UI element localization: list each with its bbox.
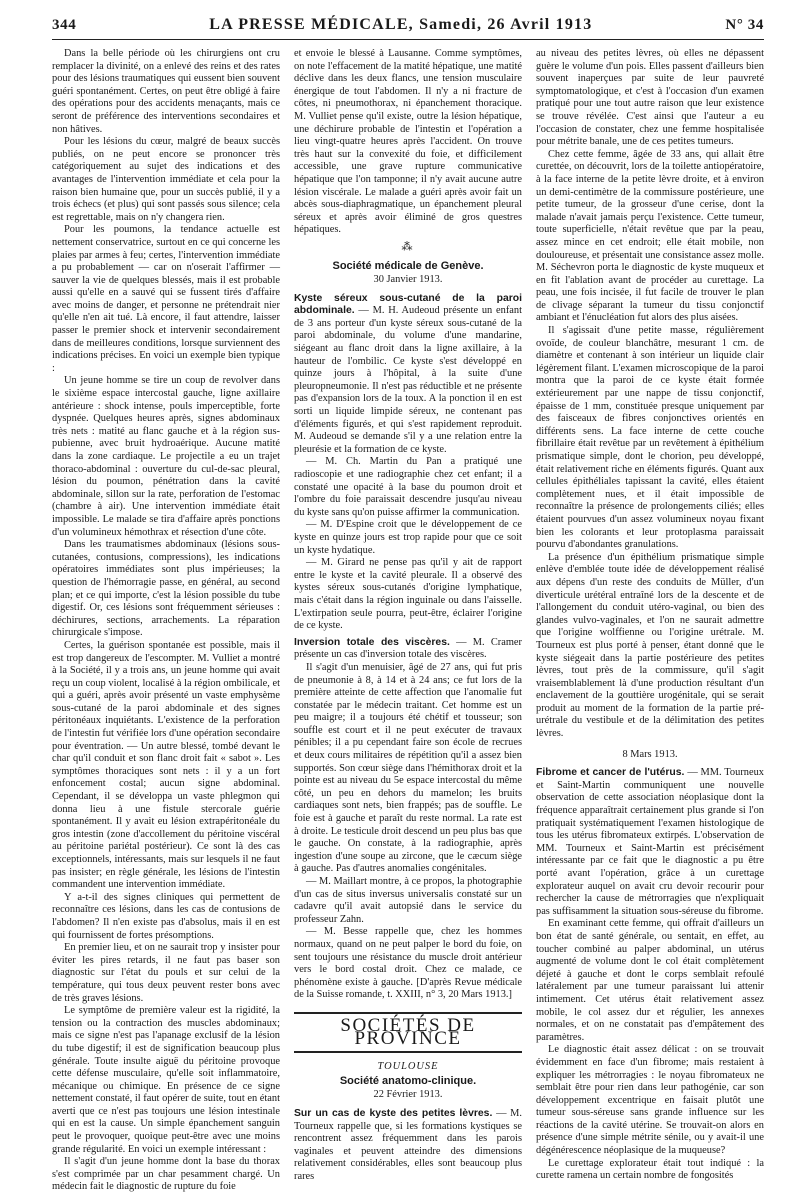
section-banner: SOCIÉTÉS DE PROVINCE	[294, 1012, 522, 1053]
session-date: 30 Janvier 1913.	[373, 274, 443, 286]
session-date: 8 Mars 1913.	[622, 748, 678, 760]
page-header	[52, 16, 764, 40]
paragraph: En premier lieu, et on ne saurait trop y insister pour éviter les pires retards, il ne faut pas baser son diagnostic sur l'état du pouls et sur celui de la température, qui tous deux peuvent rester bons avec de très graves lésions.	[52, 942, 280, 1004]
paragraph: Un jeune homme se tire un coup de revolver dans le sixième espace intercostal gauche, ligne axillaire antérieure : shock intense, pouls imperceptible, forte dyspnée. Quelques heures après, signes abdominaux très nets : matité au flanc gauche et à la région sus-pubienne, avec bruit hydroaérique. Aucune matité dans la zone cardiaque. Le projectile a eu un trajet thoraco-abdominal : ouverture du cul-de-sac pleural, lésion du poumon, pénétration dans la cavité abdominale, sillon sur la rate, perforation de l'estomac (chambre à air). Une intervention immédiate était impossible. Le malade se tira d'affaire après ponctions d'un volumineux hémothrax et résection d'une côte.	[52, 375, 280, 538]
paragraph: — M. Maillart montre, à ce propos, la photographie d'un cas de situs inversus universalis constaté sur un cadavre qu'il avait autopsié dans le service du professeur Zahn.	[294, 876, 522, 925]
paragraph: En examinant cette femme, qui offrait d'ailleurs un bon état de santé générale, ou sentait, en effet, au toucher combiné au palper abdominal, un utérus augmenté de volume dont le col était complètement déjeté à gauche et dont le corps semblait refoulé latéralement par une tumeur paraissant lui attenir intimement. Cet utérus était relativement assez mobile, le col assez dur et régulier, les annexes normales, et on ne constatait pas d'empâtement des paramètres.	[536, 918, 764, 1043]
paragraph: — M. D'Espine croit que le développement de ce kyste en quinze jours est trop rapide pour que ce soit un kyste hydatique.	[294, 519, 522, 556]
paragraph: Pour les lésions du cœur, malgré de beaux succès publiés, on ne peut encore se prononcer très catégoriquement au sujet des indications et des avantages de l'intervention immédiate et cela pour la raison bien humaine que, pour un succès publié, il y a trois échecs (et plus) qui sont passés sous silence; cela est regrettable, mais on n'y changera rien.	[52, 136, 280, 223]
section-ornament: ⁂	[401, 240, 415, 253]
paragraph: Il s'agit d'un menuisier, âgé de 27 ans, qui fut pris de pneumonie à 8, à 14 et à 24 ans; ce fut lors de la première atteinte de cette affection que l'anomalie fut constatée par le médecin traitant. Cet homme est un peu maigre; il a toujours été chétif et tousseur; son souffle est court et il ne peut exécuter de travaux pénibles; il a pu cependant faire son école de recrues et deux cours militaires de répétition qu'il a assez bien supportés. Son cœur siège dans l'hémithorax droit et la pointe est au niveau du 5e espace intercostal du même côté, un peu en dehors du mamelon; les bruits cardiaques sont nets, bien frappés; pas de souffle. Le foie est à gauche et paraît du reste normal. La rate est à droite. Le testicule droit descend un peu plus bas que le gauche. On constate, à la radiographie, après ingestion d'une soupe au zircone, que le cæcum siège à gauche. Pas d'autres anomalies congénitales.	[294, 661, 522, 875]
paragraph: Y a-t-il des signes cliniques qui permettent de reconnaître ces lésions, dans les cas de contusions de l'abdomen? Il n'en existe pas d'absolus, mais il en est qui fournissent de fortes présomptions.	[52, 891, 280, 941]
paragraph: Le curettage explorateur était tout indiqué : la curette ramena un certain nombre de fongosités	[536, 1157, 764, 1182]
paragraph: — M. Besse rappelle que, chez les hommes normaux, quand on ne peut palper le bord du foie, on sent toujours une résistance du muscle droit antérieur vers le bord costal droit. Chez ce malade, ce phénomène existe à gauche. [D'après Revue médicale de la Suisse romande, t. XXIII, n° 3, 20 Mars 1913.]	[294, 926, 522, 1001]
paragraph: Il s'agit d'un jeune homme dont la base du thorax s'est comprimée par un char pesamment chargé. Un médecin fait le diagnostic de rupture du foie	[52, 1156, 280, 1193]
paragraph: Dans la belle période où les chirurgiens ont cru remplacer la divinité, on a enlevé des reins et des rates pour des lésions traumatiques qui eussent bien souvent guéri spontanément. Certes, on peut être obligé à faire des opérations pour des accidents menaçants, mais ce seront de préférence des interventions secondaires et non hâtives.	[52, 48, 280, 135]
paragraph: — M. Ch. Martin du Pan a pratiqué une radioscopie et une radiographie chez cet enfant; il a constaté une opacité à la base du poumon droit et l'ombre du foie paraissait descendre jusqu'au niveau du kyste sans qu'on puisse affirmer la communication.	[294, 456, 522, 518]
paragraph: Il s'agissait d'une petite masse, régulièrement ovoïde, de couleur blanchâtre, mesurant 1 cm. de diamètre et contenant à son intérieur un liquide clair légèrement filant. L'examen microscopique de la paroi montra que la paroi de ce kyste était formée extérieurement par une nappe de tissu conjonctif, épaisse de 1 mm, constituée presque uniquement par des faisceaux de fibres conjonctives orientés en différents sens. La face interne de cette couche fibrillaire était revêtue par un revêtement à épithélium prismatique simple, dont le chorion, peu développé, était relativement riche en éléments figurés. Quant aux cellules épithéliales tapissant la cavité, elles étaient complètement nues, et il était impossible de reconnaître la présence de prolongements ciliés; elles étaient pourvues d'un assez volumineux noyau fixant bien les colorants et leur protoplasma paraissait pourvu d'abondantes granulations.	[536, 325, 764, 551]
paragraph: Pour les poumons, la tendance actuelle est nettement conservatrice, surtout en ce qui concerne les plaies par armes à feu; certes, l'intervention immédiate a pu probablement — car on n'oserait l'affirmer — sauver la vie de quelques blessés, mais il est probable aussi qu'elle en a sauvé qui se fussent tirés d'affaire avec moins de danger, et personne ne prétendrait nier qu'elle n'en ait tué. Là encore, il faut attendre, laisser passer le premier shock et intervenir secondairement dans de meilleures conditions, lorsque surviennent des indications précises. En voici un exemple bien typique :	[52, 224, 280, 374]
journal-title: LA PRESSE MÉDICALE, Samedi, 26 Avril 1913	[209, 16, 593, 33]
paragraph: — M. H. Audeoud présente un enfant de 3 ans porteur d'un kyste séreux sous-cutané de la paroi abdominale, du volume d'une mandarine, siégeant au flanc droit dans la ligne axillaire, à la hauteur de l'ombilic. Ce kyste s'est développé en quinze jours à l'hôpital, à la suite d'une pleuropneumonie. Il n'est pas réductible et ne présente pas d'expansion lors de la toux. A la ponction il en est sorti un liquide limpide séreux, ne contenant pas d'éléments figurés, et qui s'est rapidement reproduit. M. Audeoud se demande s'il y a une relation entre la pleurésie et la formation de ce kyste.	[294, 305, 522, 455]
paragraph: Dans les traumatismes abdominaux (lésions sous-cutanées, contusions, compressions), les indications opératoires immédiates sont plus impérieuses; la question de l'hémorragie passe, en général, au second plan; et ce qui importe, c'est la lésion possible du tube digestif. Or, ces lésions sont fréquemment sérieuses : déchirures, sections, arrachements. La réparation chirurgicale s'impose.	[52, 539, 280, 639]
communication-title: Kyste séreux sous-cutané de la paroi abdominale.	[294, 292, 522, 317]
paragraph: Chez cette femme, âgée de 33 ans, qui allait être curettée, on découvrit, lors de la toilette antiopératoire, à la face interne de la petite lèvre droite, et à environ un demi-centimètre de la commissure postérieure, une petite tumeur, de la grosseur d'une cerise, dont la malade n'avait jamais perçu l'existence. Cette tumeur, toute superficielle, n'était revêtue que par la peau, assez mince en cet endroit; elle était mobile, non douloureuse, et présentait une consistance assez molle. M. Séchevron porta le diagnostic de kyste muqueux et en fit l'ablation avant de procéder au curettage. La peau, une fois incisée, il fut facile de trouver le plan de clivage séparant la tumeur du tissu conjonctif ambiant et l'énucléation fut alors des plus aisées.	[536, 148, 764, 324]
column-2	[294, 48, 522, 1182]
page-number: 344	[52, 17, 77, 33]
society-heading: Société médicale de Genève.	[332, 259, 484, 272]
article-columns	[52, 48, 764, 1193]
paragraph: Certes, la guérison spontanée est possible, mais il est trop dangereux de l'escompter. M. Vulliet a montré à la Société, il y a trois ans, un jeune homme qui avait reçu un coup violent, localisé à la région ombilicale, et qui a guéri, après avoir présenté un vaste emphysème sous-cutané de la paroi abdominale et des signes péritonéaux inquiétants. L'existence de la perforation de l'intestin fut vérifiée lors d'une opération secondaire pour éventration. — Un autre blessé, tombé devant le char qu'il conduit et son flanc droit fait « sabot ». Les symptômes thoraciques sont nets : il y a un fort enfoncement costal; aucun signe abdominal. Cependant, il se développa un vaste phlegmon qui donna lieu à une fistule stercorale guérie spontanément. Il y avait eu lésion extrapéritonéale du gros intestin (zone d'accollement du péritoine viscéral au péritoine pariétal postérieur). Ce sont là des cas exceptionnels, intéressants, mais sur lesquels il ne faut pas insister; en règle générale, les lésions de l'intestin commandent une intervention immédiate.	[52, 639, 280, 891]
communication-title: Inversion totale des viscères.	[294, 636, 450, 648]
society-heading: Société anatomo-clinique.	[339, 1074, 477, 1087]
paragraph: — M. Tourneux rappelle que, si les formations kystiques se rencontrent assez fréquemment dans les parois vaginales et peuvent atteindre des dimensions relativement considérables, elles sont beaucoup plus rares	[294, 1107, 522, 1182]
paragraph: Le symptôme de première valeur est la rigidité, la tension ou la contraction des muscles abdominaux; mais ce signe n'est pas l'apanage exclusif de la lésion du tube digestif; il est de signification beaucoup plus générale. Toute insulte aiguë du péritoine provoque cette défense musculaire, qu'elle soit inflammatoire, mécanique ou chimique. En présence de ce signe nettement constaté, il faut opérer de suite, tout en étant averti que ce n'est pas toujours une lésion intestinale qui en est la cause. Un simple épanchement sanguin peut le provoquer, quoique peut-être avec une moins grande régularité. En voici un exemple intéressant :	[52, 1005, 280, 1155]
paragraph: au niveau des petites lèvres, où elles ne dépassent guère le volume d'un pois. Elles passent d'ailleurs bien souvent inaperçues par suite de leur pauvreté symptomatologique, et c'est à l'occasion d'un examen pratiqué pour une tout autre raison que leur existence se trouve révélée. C'est ainsi que l'auteur a eu l'occasion de constater, chez une femme hospitalisée pour métrite banale, une de ces petites tumeurs.	[536, 48, 764, 148]
paragraph: — M. Girard ne pense pas qu'il y ait de rapport entre le kyste et la cavité pleurale. Il a observé des kystes séreux sous-cutanés d'origine lymphatique, mais c'était dans la région inguinale ou dans l'aisselle. L'extirpation seule pourra, peut-être, éclairer l'origine de ce kyste.	[294, 557, 522, 632]
session-date: 22 Février 1913.	[373, 1089, 443, 1101]
paragraph: — MM. Tourneux et Saint-Martin communiquent une nouvelle observation de cette association néoplasique dont la fréquence apparaîtrait certainement plus grande si l'on pratiquait systématiquement l'examen histologique de tous les utérus fibromateux extirpés. L'observation de MM. Tourneux et Saint-Martin est précisément intéressante par ce fait que le diagnostic a pu être porté avant l'opération, grâce à un curettage explorateur auquel on avait cru devoir recourir pour rechercher la cause de métrorragies que n'expliquait pas suffisamment la situation sous-séreuse du fibrome.	[536, 767, 764, 917]
communication-title: Sur un cas de kyste des petites lèvres.	[294, 1107, 493, 1119]
column-3	[536, 48, 764, 1182]
paragraph: Le diagnostic était assez délicat : on se trouvait évidemment en face d'un fibrome; mais restaient à expliquer les métrorragies : le noyau fibromateux ne semblait être pour rien dans leur pathogénie, car son développement excentrique en faisait plutôt une tumeur sous-séreuse sans grande influence sur les réactions de la cavité utérine. Se trouvait-on alors en présence d'une simple métrite sénile, ou y avait-il une dégénérescence néoplasique de la muqueuse?	[536, 1044, 764, 1157]
paragraph: et envoie le blessé à Lausanne. Comme symptômes, on note l'effacement de la matité hépatique, une matité déclive dans les deux flancs, une tension musculaire énergique de tout l'abdomen. Il n'y a ni fracture de côtes, ni pneumothorax, ni épanchement thoracique. M. Vulliet pense qu'il existe, outre la lésion hépatique, une déchirure probable de l'intestin et l'opération a lieu vingt-quatre heures après l'accident. On trouve très haut sur la convexité du foie, et difficilement accessible, une grave rupture communicative hépatique que l'on tamponne; il n'y avait aucune autre lésion viscérale. Le malade a guéri après avoir fait un abcès sous-diaphragmatique, un épanchement pleural séreux et après avoir éliminé de gros questres hépatiques.	[294, 48, 522, 236]
paragraph: — M. Cramer présente un cas d'inversion totale des viscères.	[294, 636, 522, 661]
column-1	[52, 48, 280, 1193]
city-heading: TOULOUSE	[377, 1061, 439, 1073]
issue-number: N° 34	[725, 17, 764, 33]
paragraph: La présence d'un épithélium prismatique simple enlève d'emblée toute idée de développement réalisé aux dépens d'un reste des conduits de Müller, d'un diverticule urétéral entraîné lors de la descente et de l'allongement du conduit utéro-vaginal, ou bien des glandes vulvo-vaginales, et l'on ne saurait admettre que l'origine wolffienne ou l'origine urétrale. M. Tourneux est plus porté à penser, étant donné que le kyste siégeait dans la partie postérieure des petites lèvres, tout près de la commissure, qu'il s'agit vraisemblablement là d'une production résultant d'un enclavement de la gouttière urogénitale, qui se serait produit au moment de la formation de la partie pré-urétrale du vestibule et de la délimitation des petites lèvres.	[536, 551, 764, 740]
communication-title: Fibrome et cancer de l'utérus.	[536, 767, 685, 779]
